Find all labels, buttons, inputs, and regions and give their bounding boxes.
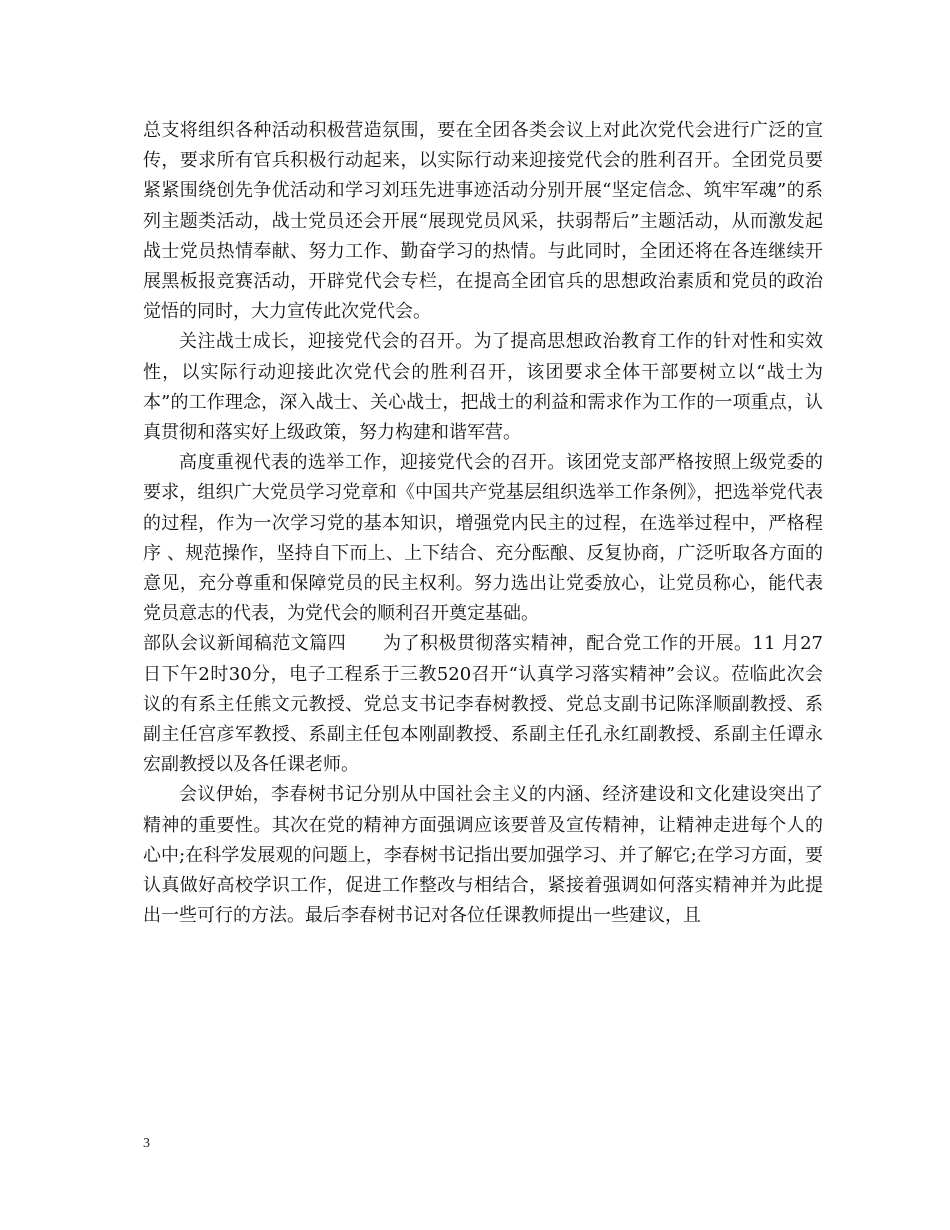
paragraph-1: 总支将组织各种活动积极营造氛围，要在全团各类会议上对此次党代会进行广泛的宣传，要求所有官兵积极行动起来，以实际行动来迎接党代会的胜利召开。全团党员要紧紧围绕创先争优活动和学习刘珏先进事迹活动分别开展“坚定信念、筑牢军魂”的系列主题类活动，战士党员还会开展“展现党员风采，扶弱帮后”主题活动，从而激发起战士党员热情奉献、努力工作、勤奋学习的热情。与此同时，全团还将在各连继续开展黑板报竞赛活动，开辟党代会专栏，在提高全团官兵的思想政治素质和党员的政治觉悟的同时，大力宣传此次党代会。 <box>143 120 823 323</box>
paragraph-2: 关注战士成长，迎接党代会的召开。为了提高思想政治教育工作的针对性和实效性，以实际行动迎接此次党代会的胜利召开，该团要求全体干部要树立以“战士为本”的工作理念，深入战士、关心战士，把战士的利益和需求作为工作的一项重点，认真贯彻和落实好上级政策，努力构建和谐军营。 <box>143 331 823 444</box>
document-body <box>143 116 823 931</box>
page-number: 3 <box>143 1136 150 1151</box>
paragraph-5: 会议伊始，李春树书记分别从中国社会主义的内涵、经济建设和文化建设突出了精神的重要性。其次在党的精神方面强调应该要普及宣传精神，让精神走进每个人的心中;在科学发展观的问题上，李春树书记指出要加强学习、并了解它;在学习方面，要认真做好高校学识工作，促进工作整改与相结合，紧接着强调如何落实精神并为此提出一些可行的方法。最后李春树书记对各位任课教师提出一些建议，且 <box>143 784 823 927</box>
paragraph-3: 高度重视代表的选举工作，迎接党代会的召开。该团党支部严格按照上级党委的要求，组织广大党员学习党章和《中国共产党基层组织选举工作条例》，把选举党代表的过程，作为一次学习党的基本知识，增强党内民主的过程，在选举过程中，严格程序 、规范操作，坚持自下而上、上下结合、充分酝酿、反复协商，广泛听取各方面的意见，充分尊重和保障党员的民主权利。努力选出让党委放心，让党员称心，能代表党员意志的代表，为党代会的顺利召开奠定基础。 <box>143 452 823 625</box>
paragraph-4: 部队会议新闻稿范文篇四 为了积极贯彻落实精神，配合党工作的开展。11 月27日下午2时30分，电子工程系于三教520召开“认真学习落实精神”会议。莅临此次会议的有系主任熊文元教授、党总支书记李春树教授、党总支副书记陈泽顺副教授、系副主任宫彦军教授、系副主任包本刚副教授、系副主任孔永红副教授、系副主任谭永宏副教授以及各任课老师。 <box>143 633 823 776</box>
